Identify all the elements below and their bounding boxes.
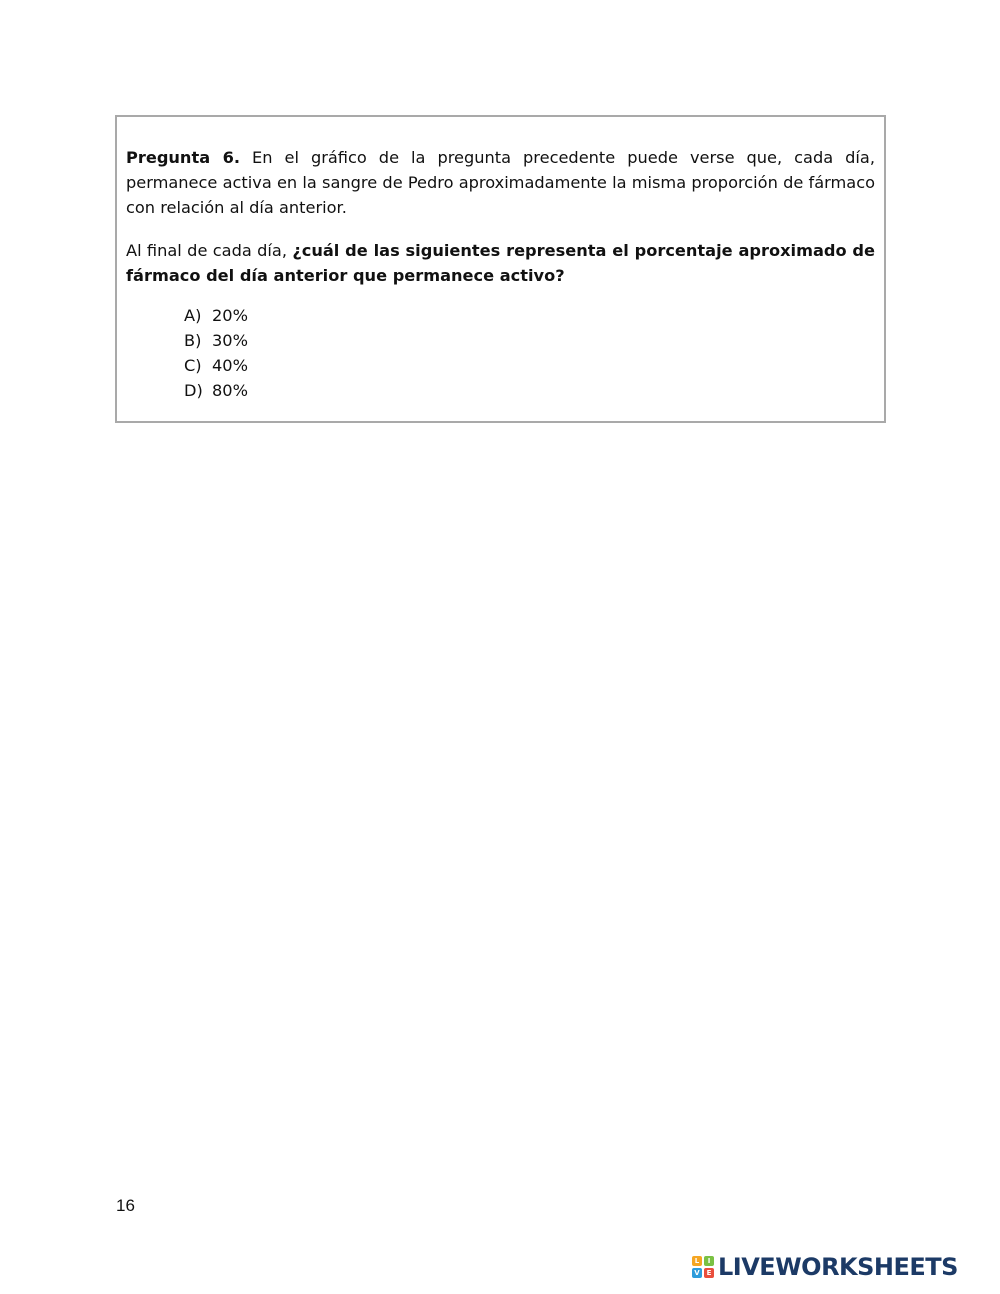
answer-options: [184, 303, 875, 403]
prompt-bold: ¿cuál de las siguientes representa el porcentaje aproximado de fármaco del día anterior que permanece activo?: [126, 241, 875, 285]
question-box: [115, 115, 886, 423]
option-letter: A): [184, 306, 202, 325]
liveworksheets-logo-icon: [692, 1256, 714, 1278]
option-letter: D): [184, 381, 203, 400]
page-number: 16: [116, 1196, 135, 1215]
option-text: 30%: [212, 331, 248, 350]
question-intro: [126, 145, 875, 220]
logo-tile: L: [692, 1256, 702, 1266]
brand-watermark: [692, 1253, 958, 1281]
option-d[interactable]: [184, 378, 875, 403]
question-prompt: [126, 238, 875, 288]
prompt-lead: Al final de cada día,: [126, 241, 293, 260]
option-text: 20%: [212, 306, 248, 325]
question-label: Pregunta 6.: [126, 148, 241, 167]
option-letter: C): [184, 356, 202, 375]
option-letter: B): [184, 331, 202, 350]
logo-tile: E: [704, 1268, 714, 1278]
question-intro-text: En el gráfico de la pregunta precedente puede verse que, cada día, permanece activa en la sangre de Pedro aproximadamente la misma proporción de fármaco con relación al día anterior.: [126, 148, 875, 217]
logo-tile: V: [692, 1268, 702, 1278]
option-a[interactable]: [184, 303, 875, 328]
option-b[interactable]: [184, 328, 875, 353]
option-text: 40%: [212, 356, 248, 375]
option-text: 80%: [212, 381, 248, 400]
option-c[interactable]: [184, 353, 875, 378]
brand-text: LIVEWORKSHEETS: [718, 1253, 958, 1281]
logo-tile: I: [704, 1256, 714, 1266]
